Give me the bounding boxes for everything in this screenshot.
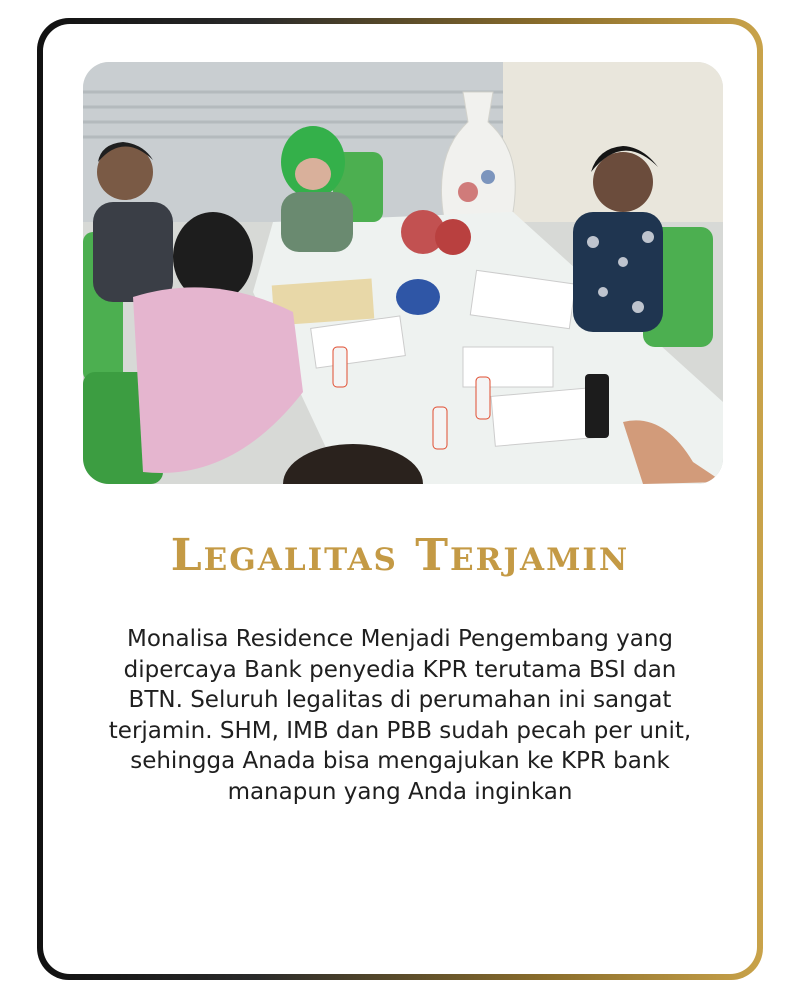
card xyxy=(43,24,757,974)
meeting-photo xyxy=(83,62,723,484)
card-frame xyxy=(37,18,763,980)
card-description: Monalisa Residence Menjadi Pengembang yang dipercaya Bank penyedia KPR terutama BSI dan BTN. Seluruh legalitas di perumahan ini sangat terjamin. SHM, IMB dan PBB sudah pecah per unit, sehingga Anada bisa mengajukan ke KPR bank manapun yang Anda inginkan xyxy=(108,626,692,805)
card-title: Legalitas Terjamin xyxy=(170,530,630,581)
